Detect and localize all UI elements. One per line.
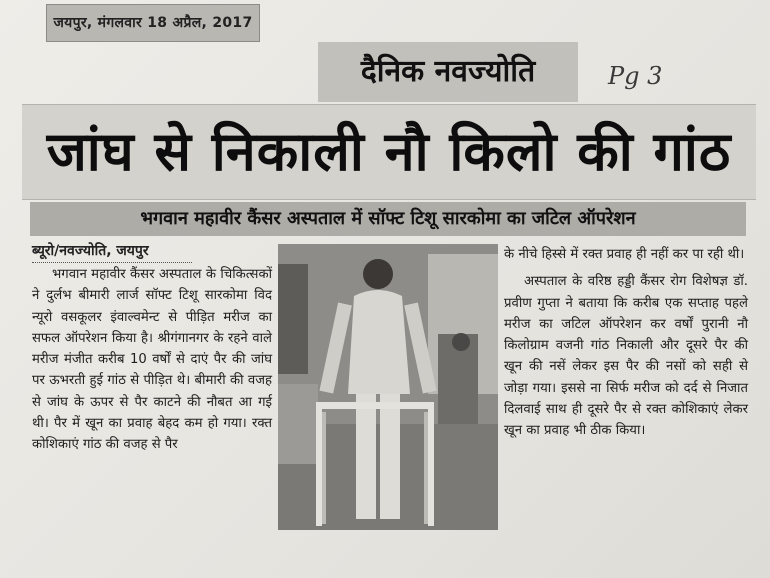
headline: जांघ से निकाली नौ किलो की गांठ (46, 120, 732, 183)
byline: ब्यूरो/नवज्योति, जयपुर (32, 240, 192, 263)
patient-photo (278, 244, 498, 530)
article-paragraph: भगवान महावीर कैंसर अस्पताल के चिकित्सकों ने दुर्लभ बीमारी लार्ज सॉफ्ट टिशू सारकोमा विद न्यूरो वसकूलर इंवाल्वमेन्ट से पीड़ित मरीज का सफल ऑपरेशन किया है। श्रीगंगानगर के रहने वाले मरीज मंजीत करीब 10 वर्षों से दाएं पैर की जांघ पर ऊभरती हुई गांठ से पीड़ित थे। बीमारी की वजह से जांघ के ऊपर से पैर काटने की नौबत आ गई थी। पैर में खून का प्रवाह बेहद कम हो गया। रक्त कोशिकाएं गांठ की वजह से पैर (32, 267, 272, 453)
dateline: जयपुर, मंगलवार 18 अप्रैल, 2017 (46, 4, 260, 42)
subheadline: भगवान महावीर कैंसर अस्पताल में सॉफ्ट टिशू सारकोमा का जटिल ऑपरेशन (30, 202, 746, 236)
article-paragraph: के नीचे हिस्से में रक्त प्रवाह ही नहीं कर पा रही थी। (504, 247, 745, 262)
patient-with-walker-image (278, 244, 498, 530)
masthead-logo: दैनिक नवज्योति (318, 42, 578, 102)
article-paragraph: अस्पताल के वरिष्ठ हड्डी कैंसर रोग विशेषज्ञ डॉ. प्रवीण गुप्ता ने बताया कि करीब एक सप्ताह पहले मरीज का जटिल ऑपरेशन कर वर्षों पुरानी नौ किलोग्राम वजनी गांठ निकाली और दूसरे पैर की खून की नसें लेकर इस पैर की नसों को सही से जोड़ा गया। इससे ना सिर्फ मरीज को दर्द से निजात दिलवाई साथ ही दूसरे पैर से रक्त कोशिकाएं लेकर खून का प्रवाह भी ठीक किया। (504, 274, 748, 439)
article-column-right (504, 244, 748, 442)
handwritten-page-note: Pg 3 (608, 62, 663, 90)
article-column-left (32, 264, 272, 456)
